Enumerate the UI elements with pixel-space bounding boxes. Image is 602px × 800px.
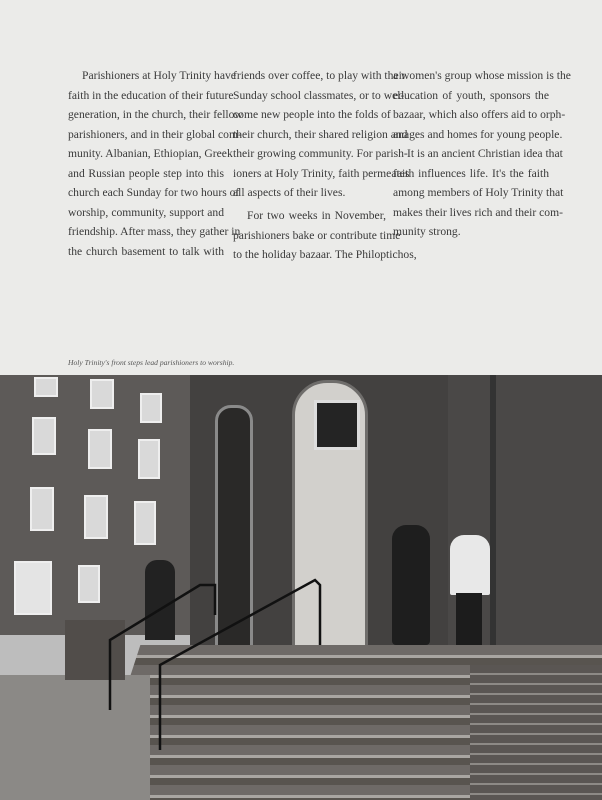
- railing-right: [160, 580, 320, 750]
- text-line: parishioners, and in their global com-: [68, 127, 242, 141]
- text-line: their church, their shared religion and: [233, 127, 408, 141]
- text-line: Parishioners at Holy Trinity have: [82, 69, 236, 82]
- text-line: munity strong.: [393, 225, 461, 238]
- text-line: among members of Holy Trinity that: [393, 186, 564, 199]
- text-line: munity. Albanian, Ethiopian, Greek: [68, 147, 233, 160]
- text-line: their growing community. For parish-: [233, 147, 408, 160]
- text-line: bazaar, which also offers aid to orph-: [393, 108, 566, 121]
- text-line: generation, in the church, their fellow: [68, 108, 243, 121]
- church-steps-photo: [0, 375, 602, 800]
- text-line: come new people into the folds of: [233, 108, 391, 121]
- text-line: church each Sunday for two hours of: [68, 186, 240, 199]
- text-line: For two weeks in November,: [247, 209, 386, 222]
- text-line: It is an ancient Christian idea that: [407, 147, 563, 160]
- text-line: faith in the education of their future: [68, 88, 234, 102]
- text-column-2: [233, 66, 417, 265]
- photo-caption: Holy Trinity's front steps lead parishioners to worship.: [68, 358, 235, 367]
- text-line: to the holiday bazaar. The Philoptichos,: [233, 248, 417, 261]
- text-line: friends over coffee, to play with their: [233, 69, 406, 82]
- text-line: the church basement to talk with: [68, 244, 224, 258]
- text-line: parishioners bake or contribute time: [233, 228, 401, 242]
- text-line: Sunday school classmates, or to wel-: [233, 88, 405, 102]
- text-line: faith influences life. It's the faith: [393, 166, 549, 180]
- text-line: all aspects of their lives.: [233, 186, 346, 199]
- text-line: education of youth, sponsors the: [393, 88, 549, 102]
- railing-left: [110, 585, 215, 710]
- text-line: ioners at Holy Trinity, faith permeates: [233, 166, 410, 180]
- text-column-1: [68, 66, 243, 261]
- text-line: makes their lives rich and their com-: [393, 205, 563, 219]
- text-line: and Russian people step into this: [68, 166, 224, 180]
- text-line: a women's group whose mission is the: [393, 69, 571, 82]
- text-line: worship, community, support and: [68, 205, 224, 219]
- text-column-3: [393, 66, 571, 242]
- stair-railings: [0, 375, 602, 800]
- text-line: anages and homes for young people.: [393, 127, 563, 141]
- text-line: friendship. After mass, they gather in: [68, 225, 241, 238]
